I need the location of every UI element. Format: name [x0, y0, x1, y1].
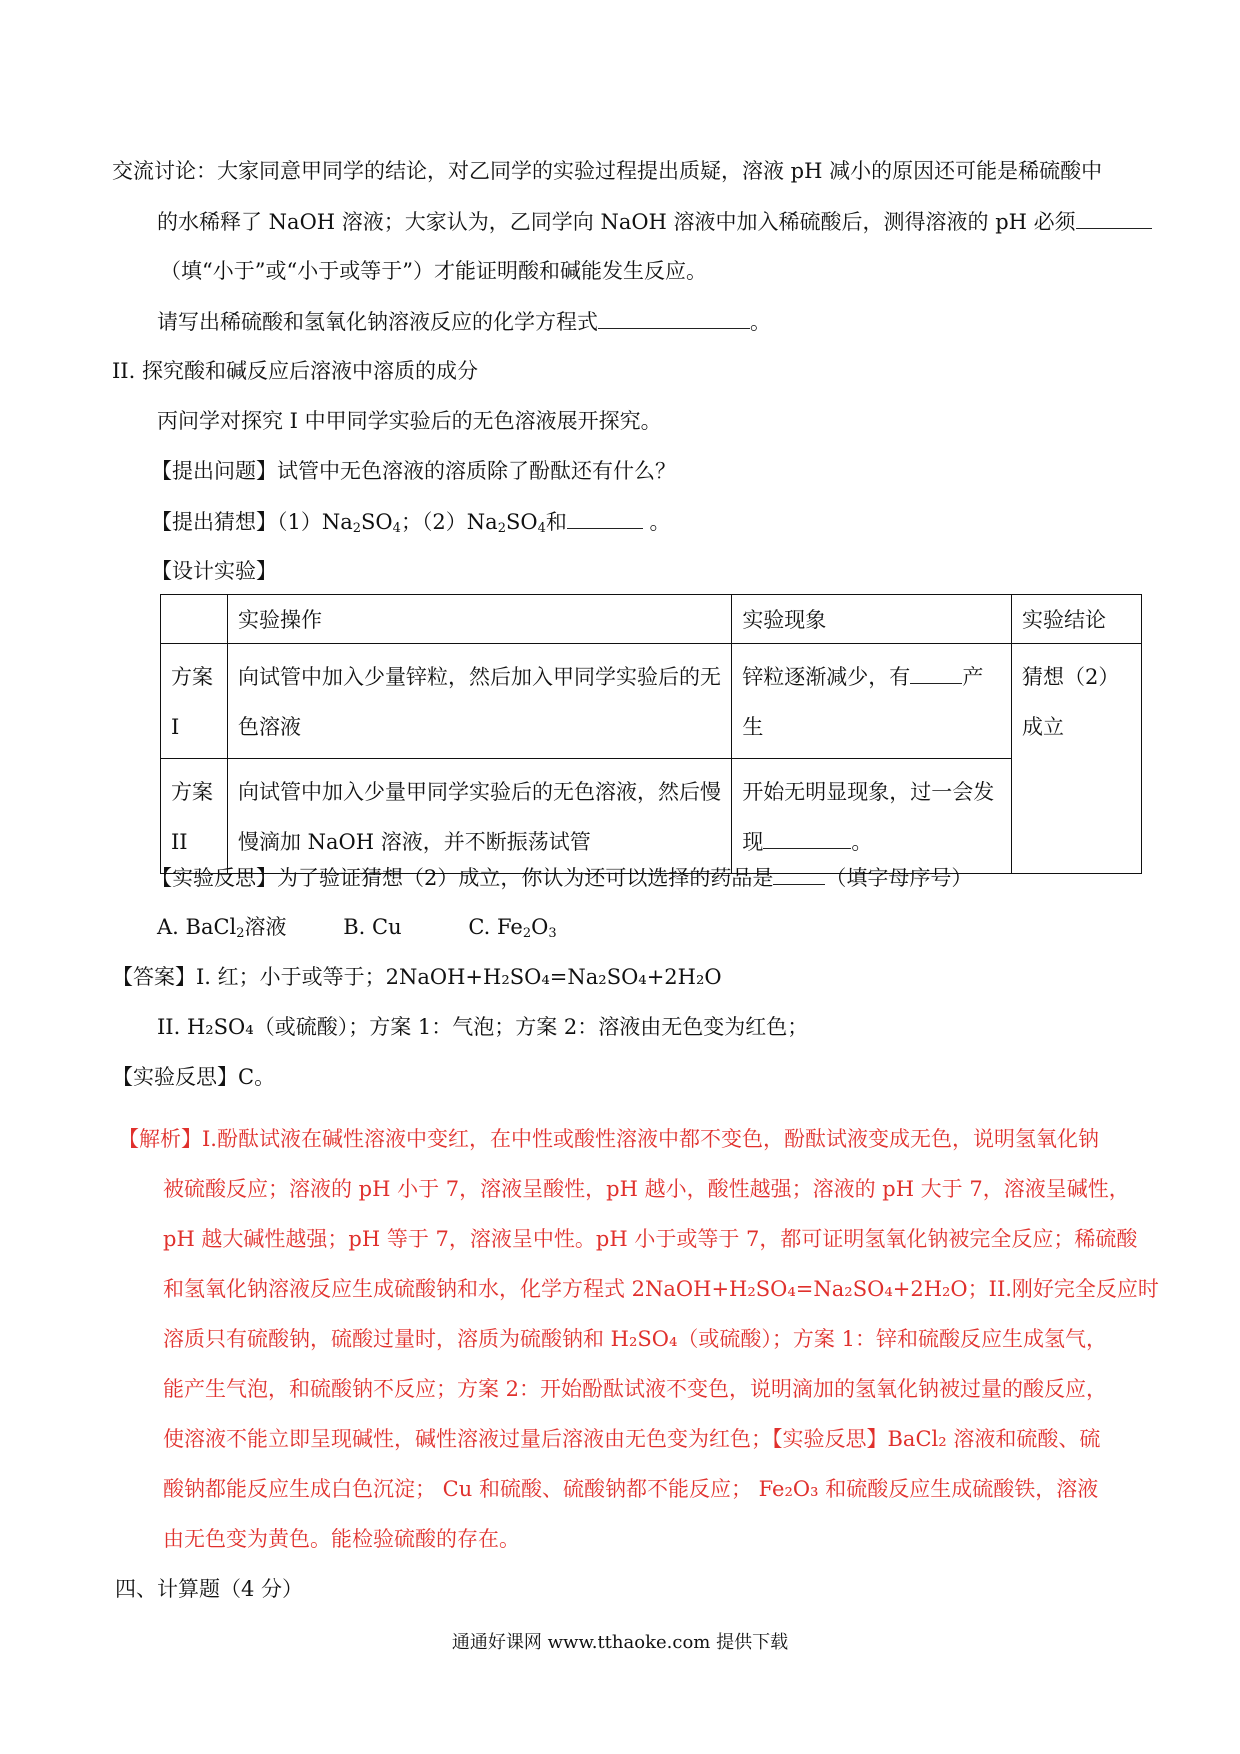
answer-line-1: 【答案】I. 红；小于或等于；2NaOH+H₂SO₄=Na₂SO₄+2H₂O: [112, 965, 722, 989]
answer-blank[interactable]: [567, 506, 643, 529]
table-header-cell: 实验操作: [227, 595, 731, 644]
plan-name: 方案 I: [161, 644, 228, 759]
discussion-line-2: 的水稀释了 NaOH 溶液；大家认为，乙同学向 NaOH 溶液中加入稀硫酸后，测得溶液的 pH 必须: [157, 206, 1152, 237]
plan-phenomenon: 锌粒逐渐减少，有 产生: [732, 644, 1012, 759]
discussion-line-1: 交流讨论：大家同意甲同学的结论，对乙同学的实验过程提出质疑，溶液 pH 减小的原因还可能是稀硫酸中: [112, 159, 1103, 183]
part2-heading: II. 探究酸和碱反应后溶液中溶质的成分: [112, 359, 478, 383]
answer-blank[interactable]: [598, 306, 750, 329]
table-header-cell: [161, 595, 228, 644]
table-row: [161, 644, 1142, 759]
analysis-line: 由无色变为黄色。能检验硫酸的存在。: [163, 1527, 520, 1551]
analysis-line: 使溶液不能立即呈现碱性，碱性溶液过量后溶液由无色变为红色；【实验反思】BaCl₂ 溶液和硫酸、硫: [163, 1427, 1101, 1451]
analysis-line: 溶质只有硫酸钠，硫酸过量时，溶质为硫酸钠和 H₂SO₄（或硫酸）；方案 1：锌和硫酸反应生成氢气，: [163, 1327, 1107, 1351]
answer-blank[interactable]: [763, 826, 851, 849]
answer-blank[interactable]: [773, 862, 825, 885]
analysis-line: 和氢氧化钠溶液反应生成硫酸钠和水，化学方程式 2NaOH+H₂SO₄=Na₂SO₄+2H₂O；II.刚好完全反应时: [163, 1277, 1159, 1301]
discussion-line-3: （填“小于”或“小于或等于”）才能证明酸和碱能发生反应。: [160, 259, 707, 283]
analysis-line: 被硫酸反应；溶液的 pH 小于 7，溶液呈酸性，pH 越小，酸性越强；溶液的 pH 大于 7，溶液呈碱性，: [163, 1177, 1130, 1201]
part2-hypothesis: 【提出猜想】$(1)Na_2SO_4$；$(2)Na_2SO_4$和 。: [151, 506, 671, 537]
section4-heading: 四、计算题（4 分）: [115, 1577, 304, 1601]
analysis-line: 能产生气泡，和硫酸钠不反应；方案 2：开始酚酞试液不变色，说明滴加的氢氧化钠被过量的酸反应，: [163, 1377, 1108, 1401]
plan-operation: 向试管中加入少量锌粒，然后加入甲同学实验后的无色溶液: [227, 644, 731, 759]
experiment-table: [160, 594, 1142, 874]
page-footer: 通通好课网 www.tthaoke.com 提供下载: [451, 1632, 789, 1653]
answer-blank[interactable]: [1076, 206, 1152, 229]
part2-intro: 丙问学对探究 I 中甲同学实验后的无色溶液展开探究。: [157, 409, 662, 433]
answer-blank[interactable]: [910, 661, 962, 684]
option-c: C. $Fe_2O_3$: [468, 915, 557, 941]
answer-line-3: 【实验反思】C。: [112, 1065, 276, 1089]
plan-phenomenon: 开始无明显现象，过一会发现 。: [732, 759, 1012, 874]
table-header-cell: 实验现象: [732, 595, 1012, 644]
plan-name: 方案 II: [161, 759, 228, 874]
plan-conclusion: 猜想（2）成立: [1012, 644, 1142, 874]
reflection-question: 【实验反思】为了验证猜想（2）成立，你认为还可以选择的药品是 （填字母序号）: [151, 862, 972, 893]
part2-question: 【提出问题】试管中无色溶液的溶质除了酚酞还有什么？: [151, 459, 676, 483]
option-b: B. Cu: [343, 915, 402, 939]
option-a: A. BaCl$_2$溶液: [157, 915, 287, 941]
plan-operation: 向试管中加入少量甲同学实验后的无色溶液，然后慢慢滴加 NaOH 溶液，并不断振荡试管: [227, 759, 731, 874]
reflection-options: [157, 912, 557, 942]
equation-prompt: 请写出稀硫酸和氢氧化钠溶液反应的化学方程式 。: [157, 306, 771, 337]
table-header-row: [161, 595, 1142, 644]
answer-line-2: II. H₂SO₄（或硫酸）；方案 1：气泡；方案 2：溶液由无色变为红色；: [157, 1015, 809, 1039]
analysis-line: 酸钠都能反应生成白色沉淀； Cu 和硫酸、硫酸钠都不能反应； Fe₂O₃ 和硫酸反应生成硫酸铁，溶液: [163, 1477, 1099, 1501]
table-row: [161, 759, 1142, 874]
part2-design: 【设计实验】: [151, 559, 277, 583]
table-header-cell: 实验结论: [1012, 595, 1142, 644]
analysis-line: pH 越大碱性越强；pH 等于 7，溶液呈中性。pH 小于或等于 7，都可证明氢氧化钠被完全反应；稀硫酸: [163, 1227, 1138, 1251]
analysis-line: 【解析】I.酚酞试液在碱性溶液中变红，在中性或酸性溶液中都不变色，酚酞试液变成无色，说明氢氧化钠: [118, 1127, 1099, 1151]
